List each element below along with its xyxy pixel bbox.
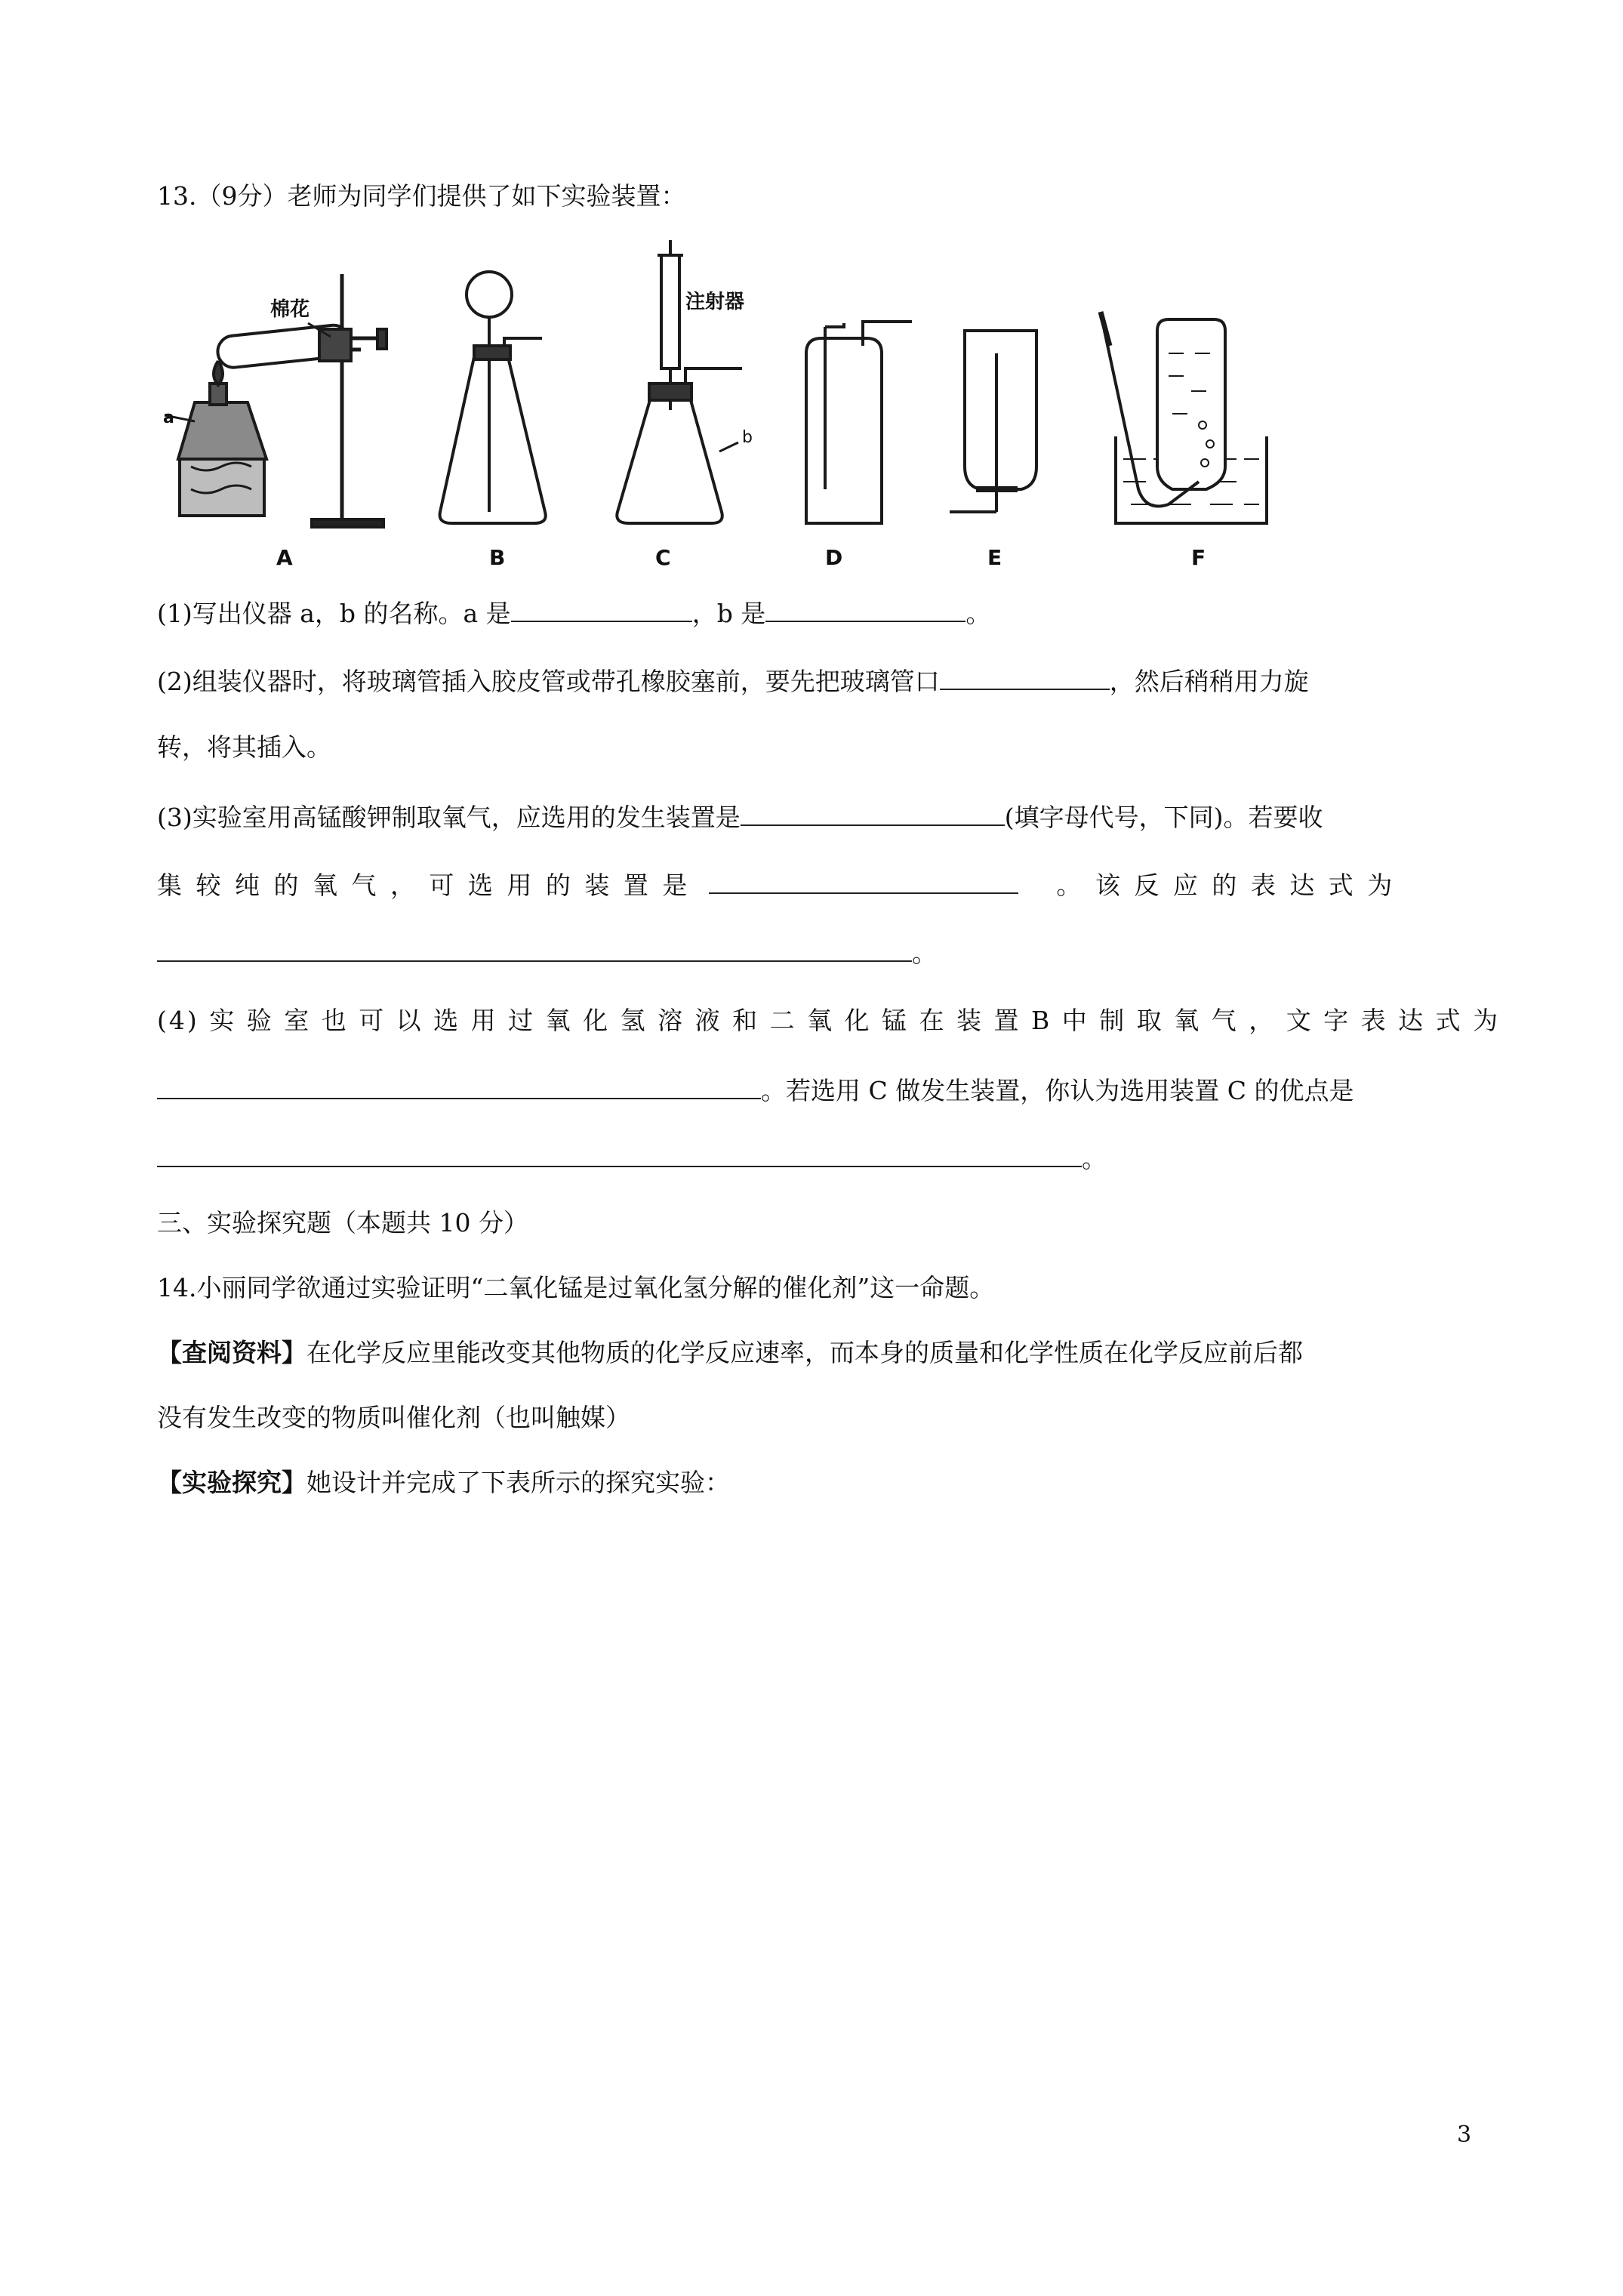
q14-exp-line [157, 1466, 1474, 1499]
label-b: b [742, 428, 753, 447]
q13-part4-line3 [157, 1140, 1474, 1176]
q13-part2-line2: 转，将其插入。 [157, 732, 331, 762]
apparatus-c [617, 240, 745, 523]
q13-part3-line3 [157, 935, 1474, 970]
q13-part3-text4: 。 该 反 应 的 表 达 式 为 [1056, 871, 1396, 900]
answer-blank-equation-1[interactable] [157, 935, 912, 962]
q13-part1-text1: (1)写出仪器 a，b 的名称。a 是 [157, 599, 511, 628]
q14-ref-line2: 没有发生改变的物质叫催化剂（也叫触媒） [157, 1403, 630, 1432]
q13-part1 [157, 595, 1474, 630]
q14-exp-label: 【实验探究】 [157, 1468, 306, 1497]
label-syringe: 注射器 [685, 291, 745, 313]
q13-part3-text2: (填字母代号，下同)。若要收 [1004, 803, 1323, 832]
section3-title: 三、实验探究题（本题共 10 分） [157, 1208, 528, 1237]
q13-part3-line1 [157, 799, 1474, 834]
q13-part4-text2: 。若选用 C 做发生装置，你认为选用装置 C 的优点是 [761, 1076, 1354, 1105]
letter-f: F [1191, 545, 1206, 570]
answer-blank-a[interactable] [511, 595, 692, 622]
q13-part2-text1: (2)组装仪器时，将玻璃管插入胶皮管或带孔橡胶塞前，要先把玻璃管口 [157, 667, 940, 696]
q14-intro: 14.小丽同学欲通过实验证明“二氧化锰是过氧化氢分解的催化剂”这一命题。 [157, 1273, 995, 1302]
q13-part2-text2: ，然后稍稍用力旋 [1109, 667, 1309, 696]
apparatus-f [1101, 312, 1267, 523]
apparatus-figure [157, 240, 1327, 572]
label-a: a [163, 408, 174, 427]
q14-ref-label: 【查阅资料】 [157, 1338, 306, 1367]
q13-part3-line2 [157, 867, 1474, 902]
q13-part3-text3: 集 较 纯 的 氧 气 ， 可 选 用 的 装 置 是 [157, 871, 691, 900]
letter-d: D [825, 545, 843, 570]
answer-blank-advantage[interactable] [157, 1140, 1082, 1167]
letter-e: E [987, 545, 1002, 570]
q13-part2-line1 [157, 663, 1474, 698]
q13-part1-text2: ，b 是 [691, 599, 766, 628]
q13-part4-line2 [157, 1072, 1474, 1108]
q13-title: 13.（9分）老师为同学们提供了如下实验装置： [157, 181, 686, 211]
answer-blank-tube-end[interactable] [940, 663, 1110, 690]
apparatus-e [950, 331, 1036, 512]
q13-part3-end: 。 [912, 938, 937, 968]
page-number: 3 [1457, 2122, 1472, 2148]
answer-blank-collector[interactable] [709, 867, 1018, 894]
letter-b: B [489, 545, 506, 570]
letter-a: A [276, 545, 293, 570]
q13-part4-line1: (4) 实 验 室 也 可 以 选 用 过 氧 化 氢 溶 液 和 二 氧 化 锰 在 装 置 B 中 制 取 氧 气 ， 文 字 表 达 式 为 [157, 1006, 1501, 1035]
q14-exp-text: 她设计并完成了下表所示的探究实验： [306, 1468, 730, 1497]
answer-blank-equation-2[interactable] [157, 1072, 761, 1099]
answer-blank-b[interactable] [765, 595, 965, 622]
q14-ref-text1: 在化学反应里能改变其他物质的化学反应速率，而本身的质量和化学性质在化学反应前后都 [306, 1338, 1303, 1367]
q13-part3-text1: (3)实验室用高锰酸钾制取氧气，应选用的发生装置是 [157, 803, 741, 832]
q14-ref-line1 [157, 1336, 1474, 1370]
apparatus-b [440, 272, 546, 523]
q13-part1-text3: 。 [965, 599, 991, 628]
label-cotton: 棉花 [270, 298, 310, 321]
answer-blank-generator[interactable] [741, 799, 1005, 826]
q13-part4-end: 。 [1082, 1144, 1107, 1173]
apparatus-d [806, 322, 912, 523]
letter-c: C [655, 545, 671, 570]
